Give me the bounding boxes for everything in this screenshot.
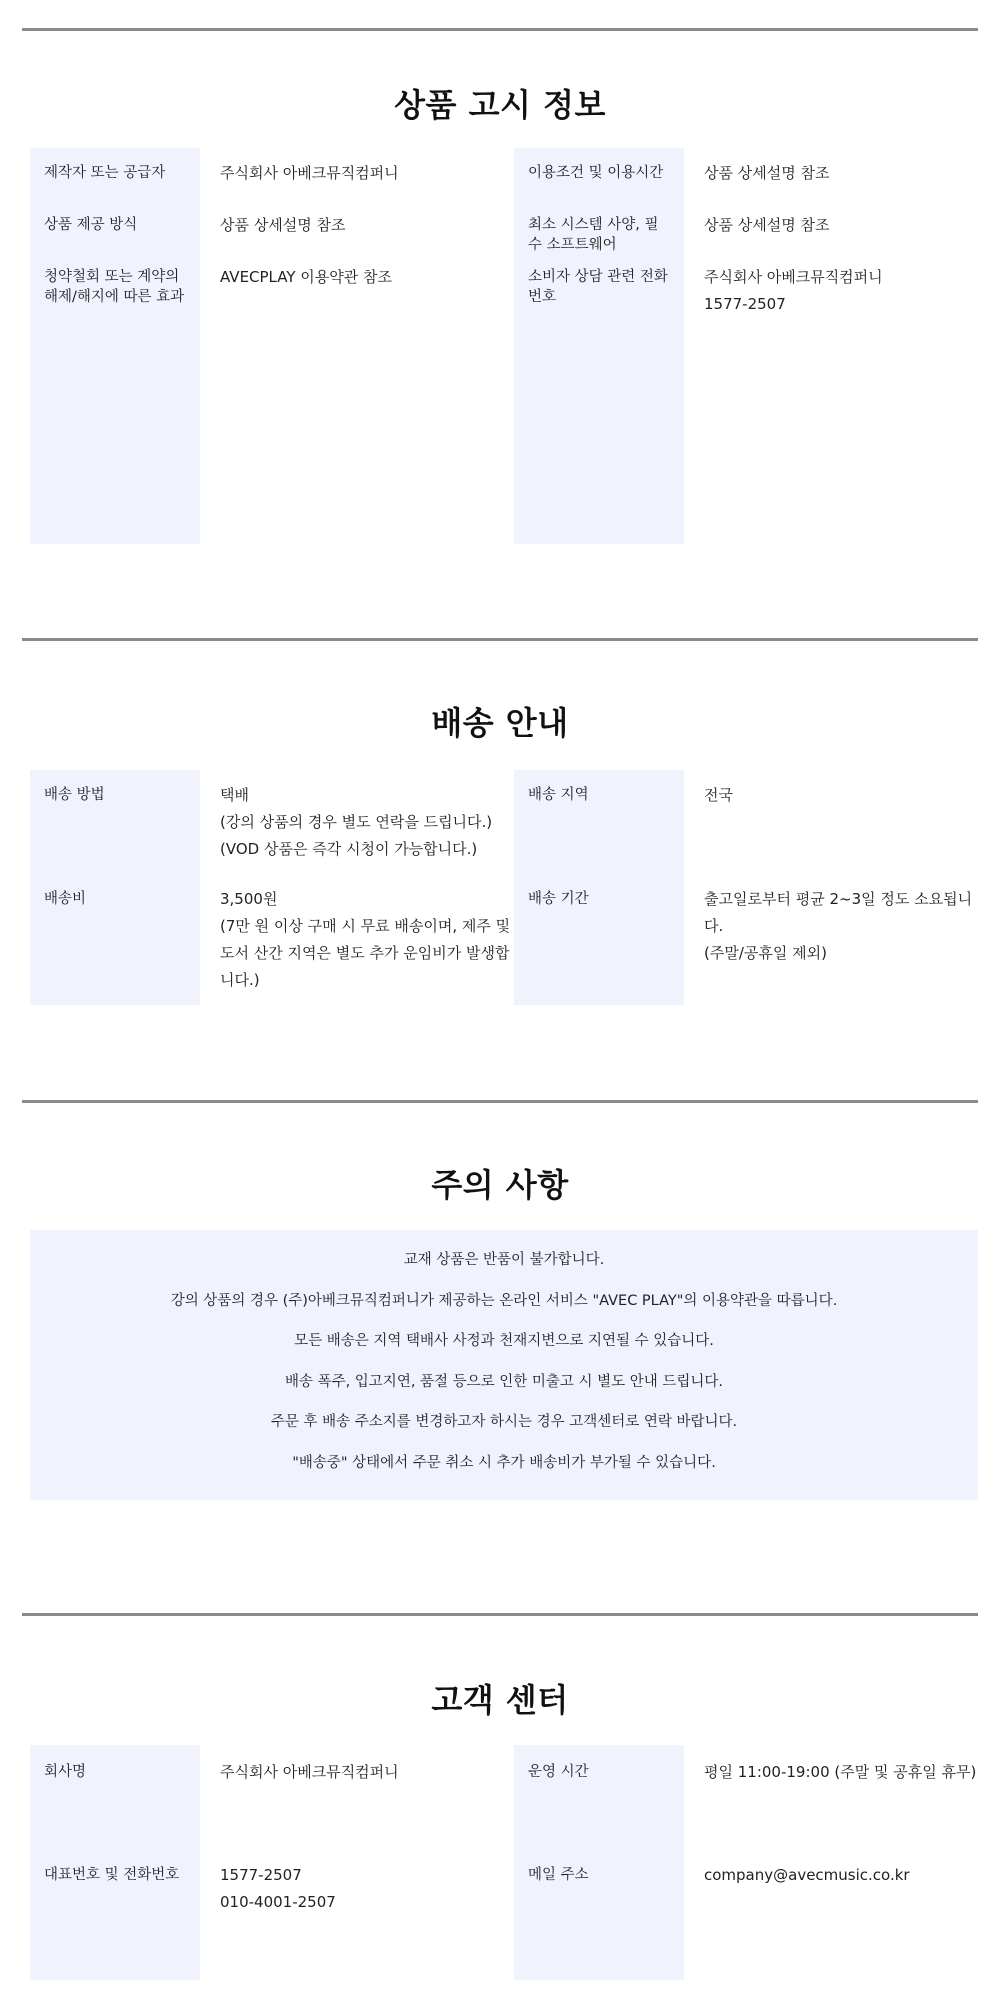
shipping-table [30, 770, 978, 1005]
info-label: 이용조건 및 이용시간 [528, 165, 664, 181]
info-row-delivery-method [30, 215, 514, 239]
info-label: 배송 기간 [528, 891, 589, 907]
info-value-line: 출고일로부터 평균 2~3일 정도 소요됩니다. [704, 890, 973, 935]
info-value-line: 1577-2507 [220, 1866, 302, 1884]
info-row-supplier [30, 163, 514, 187]
product-notice-title: 상품 고시 정보 [394, 86, 606, 124]
info-value-line: 1577-2507 [704, 295, 786, 313]
info-label: 제작자 또는 공급자 [44, 165, 166, 181]
info-value [684, 782, 978, 809]
info-value-line: 010-4001-2507 [220, 1893, 336, 1911]
info-value-line: 평일 11:00-19:00 (주말 및 공휴일 휴무) [704, 1763, 977, 1781]
section-divider [22, 1613, 978, 1616]
caution-line: 배송 폭주, 입고지연, 품절 등으로 인한 미출고 시 별도 안내 드립니다. [284, 1373, 724, 1390]
section-divider [22, 28, 978, 31]
info-value [200, 1759, 514, 1786]
info-value-line: (강의 상품의 경우 별도 연락을 드립니다.) [220, 813, 493, 831]
caution-line: 주문 후 배송 주소지를 변경하고자 하시는 경우 고객센터로 연락 바랍니다. [270, 1414, 738, 1430]
caution-box [30, 1230, 978, 1500]
info-row-email [514, 1865, 978, 1889]
info-label: 대표번호 및 전화번호 [44, 1867, 180, 1883]
customer-center-left-column [30, 1745, 514, 1980]
info-value [200, 160, 514, 187]
info-value-line: (주말/공휴일 제외) [704, 944, 827, 962]
product-notice-table [30, 148, 978, 544]
info-label: 최소 시스템 사양, 필수 소프트웨어 [528, 217, 659, 253]
caution-line: 모든 배송은 지역 택배사 사정과 천재지변으로 지연될 수 있습니다. [294, 1333, 714, 1349]
info-label: 배송 방법 [44, 787, 105, 803]
caution-line: 교재 상품은 반품이 불가합니다. [403, 1252, 605, 1268]
shipping-left-column [30, 770, 514, 1005]
info-label: 운영 시간 [528, 1764, 589, 1780]
section-divider [22, 1100, 978, 1103]
info-label: 청약철회 또는 계약의 해제/해지에 따른 효과 [44, 269, 185, 305]
label-background [514, 148, 684, 544]
info-row-company-name [30, 1762, 514, 1786]
info-row-shipping-area [514, 785, 978, 809]
label-background [30, 148, 200, 544]
customer-center-table [30, 1745, 978, 1980]
info-value-line: (7만 원 이상 구매 시 무료 배송이며, 제주 및 도서 산간 지역은 별도 추가 운임비가 발생합니다.) [220, 917, 511, 989]
info-label: 회사명 [44, 1764, 87, 1780]
info-value [200, 886, 514, 994]
email-link[interactable]: company@avecmusic.co.kr [704, 1866, 910, 1884]
product-notice-left-column [30, 148, 514, 544]
info-value-line: AVECPLAY 이용약관 참조 [220, 268, 392, 286]
info-row-operating-hours [514, 1762, 978, 1786]
info-value-line: 주식회사 아베크뮤직컴퍼니 [220, 1763, 399, 1781]
info-label: 배송비 [44, 891, 87, 907]
section-divider [22, 638, 978, 641]
info-value [200, 212, 514, 239]
shipping-right-column [514, 770, 978, 1005]
info-value-line: 상품 상세설명 참조 [704, 216, 830, 234]
info-value [684, 264, 978, 318]
info-value [684, 886, 978, 967]
info-value [200, 1862, 514, 1916]
info-value [200, 264, 514, 307]
info-value [684, 160, 978, 187]
info-row-shipping-fee [30, 889, 514, 994]
caution-title: 주의 사항 [431, 1166, 569, 1204]
info-row-system-requirements [514, 215, 978, 255]
info-label: 소비자 상담 관련 전화번호 [528, 269, 668, 305]
info-value [684, 1759, 978, 1786]
info-row-usage-terms [514, 163, 978, 187]
info-row-shipping-method [30, 785, 514, 863]
info-value-line: 상품 상세설명 참조 [220, 216, 346, 234]
customer-center-right-column [514, 1745, 978, 1980]
info-value [684, 1862, 978, 1889]
info-value-line: (VOD 상품은 즉각 시청이 가능합니다.) [220, 840, 478, 858]
shipping-title: 배송 안내 [431, 704, 569, 742]
info-row-shipping-period [514, 889, 978, 967]
info-value-line: 전국 [704, 786, 733, 804]
info-value [684, 212, 978, 255]
caution-line: 강의 상품의 경우 (주)아베크뮤직컴퍼니가 제공하는 온라인 서비스 "AVEC PLAY"의 이용약관을 따릅니다. [170, 1292, 838, 1309]
info-value-line: 택배 [220, 786, 249, 804]
info-value-line: 주식회사 아베크뮤직컴퍼니 [220, 164, 399, 182]
info-label: 배송 지역 [528, 787, 589, 803]
info-value-line: 상품 상세설명 참조 [704, 164, 830, 182]
info-value [200, 782, 514, 863]
info-row-consumer-phone [514, 267, 978, 318]
info-label: 상품 제공 방식 [44, 217, 138, 233]
info-value-line: 3,500원 [220, 890, 278, 908]
caution-line: "배송중" 상태에서 주문 취소 시 추가 배송비가 부가될 수 있습니다. [292, 1454, 716, 1471]
product-notice-right-column [514, 148, 978, 544]
customer-center-title: 고객 센터 [431, 1681, 569, 1719]
info-row-phone-numbers [30, 1865, 514, 1916]
info-value-line: 주식회사 아베크뮤직컴퍼니 [704, 268, 883, 286]
info-row-withdrawal [30, 267, 514, 307]
info-label: 메일 주소 [528, 1867, 589, 1883]
